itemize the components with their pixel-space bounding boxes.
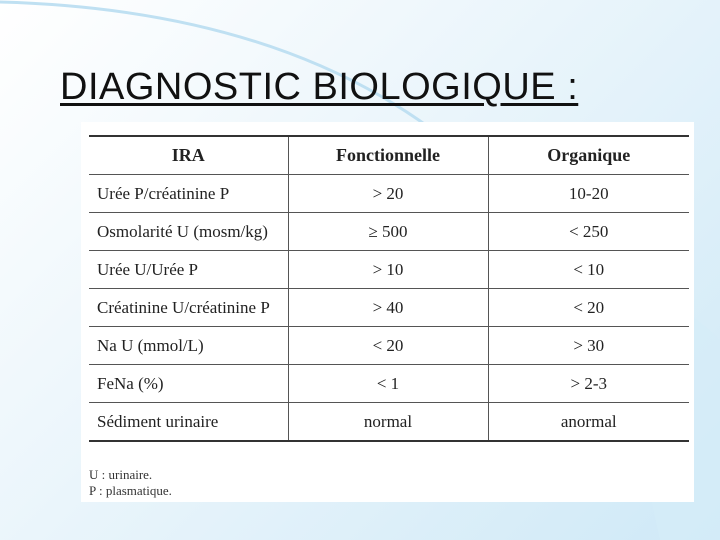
organique-value: 10-20: [488, 175, 689, 213]
table-row: [89, 251, 689, 289]
row-label: Sédiment urinaire: [89, 403, 288, 442]
table-panel: [81, 122, 694, 502]
table-row: [89, 327, 689, 365]
organique-value: < 10: [488, 251, 689, 289]
header-fonctionnelle: Fonctionnelle: [288, 136, 488, 175]
table-row: [89, 289, 689, 327]
table-header-row: [89, 136, 689, 175]
footnote-urinaire: U : urinaire.: [89, 467, 153, 482]
organique-value: < 250: [488, 213, 689, 251]
fonctionnelle-value: < 1: [288, 365, 488, 403]
fonctionnelle-value: > 40: [288, 289, 488, 327]
fonctionnelle-value: > 10: [288, 251, 488, 289]
row-label: Créatinine U/créatinine P: [89, 289, 288, 327]
organique-value: > 30: [488, 327, 689, 365]
fonctionnelle-value: normal: [288, 403, 488, 442]
row-label: Urée P/créatinine P: [89, 175, 288, 213]
table-row: [89, 213, 689, 251]
header-organique: Organique: [488, 136, 689, 175]
slide-title: DIAGNOSTIC BIOLOGIQUE :: [60, 66, 579, 108]
row-label: Urée U/Urée P: [89, 251, 288, 289]
row-label: FeNa (%): [89, 365, 288, 403]
fonctionnelle-value: ≥ 500: [288, 213, 488, 251]
row-label: Na U (mmol/L): [89, 327, 288, 365]
organique-value: anormal: [488, 403, 689, 442]
table-row: [89, 403, 689, 442]
table-row: [89, 365, 689, 403]
organique-value: < 20: [488, 289, 689, 327]
fonctionnelle-value: < 20: [288, 327, 488, 365]
header-ira: IRA: [89, 136, 288, 175]
table-row: [89, 175, 689, 213]
footnote-plasmatique: P : plasmatique.: [89, 483, 172, 498]
comparison-table: [89, 135, 689, 442]
row-label: Osmolarité U (mosm/kg): [89, 213, 288, 251]
fonctionnelle-value: > 20: [288, 175, 488, 213]
organique-value: > 2-3: [488, 365, 689, 403]
